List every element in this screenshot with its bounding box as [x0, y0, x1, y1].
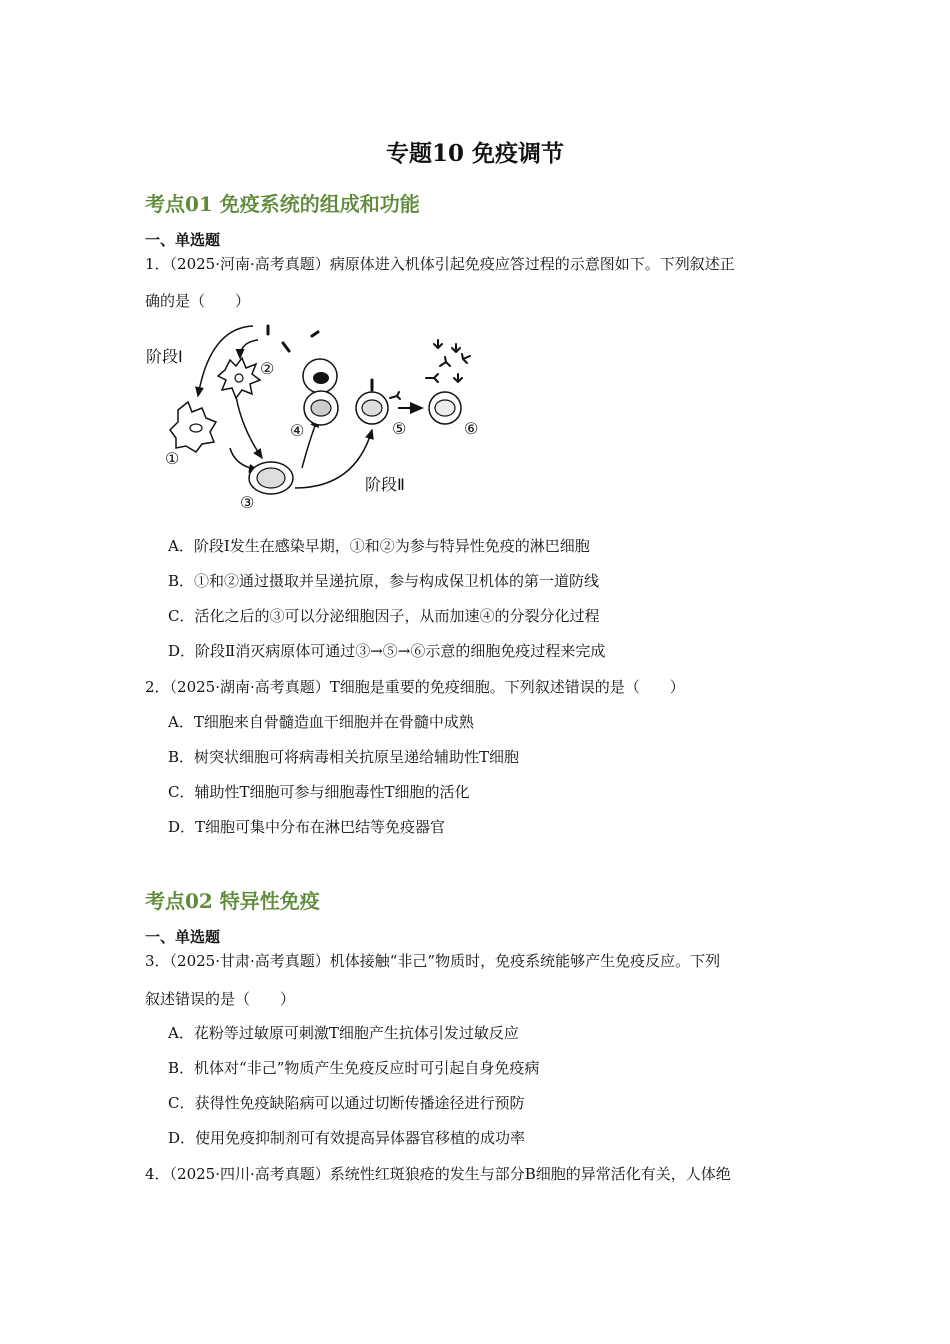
arrow-pathogen-to-2 [240, 340, 258, 358]
question-1-option-b: B．①和②通过摄取并呈递抗原，参与构成保卫机体的第一道防线 [168, 572, 600, 590]
cell-1-macrophage [170, 402, 216, 452]
arrow-1-to-3 [230, 448, 258, 470]
section-heading-2: 考点02 特异性免疫 [145, 889, 320, 913]
immune-response-diagram [140, 318, 500, 513]
page-title: 专题10 免疫调节 [385, 140, 564, 167]
question-3-option-a: A．花粉等过敏原可刺激T细胞产生抗体引发过敏反应 [168, 1024, 519, 1042]
section-subheading-2: 一、单选题 [145, 928, 221, 946]
stage-1-label: 阶段Ⅰ [146, 349, 183, 366]
question-2-stem: 2．（2025·湖南·高考真题）T细胞是重要的免疫细胞。下列叙述错误的是（ ） [145, 678, 685, 696]
question-1-option-a: A．阶段Ⅰ发生在感染早期，①和②为参与特异性免疫的淋巴细胞 [168, 537, 590, 555]
label-4: ④ [290, 421, 305, 440]
stage-2-label: 阶段Ⅱ [365, 477, 405, 494]
question-3-option-d: D．使用免疫抑制剂可有效提高异体器官移植的成功率 [168, 1129, 526, 1147]
question-1-option-c: C．活化之后的③可以分泌细胞因子，从而加速④的分裂分化过程 [168, 607, 600, 625]
label-3: ③ [240, 493, 255, 512]
label-5: ⑤ [392, 419, 407, 438]
question-2-option-c: C．辅助性T细胞可参与细胞毒性T细胞的活化 [168, 783, 470, 801]
pathogen-particles [268, 326, 318, 351]
question-4-stem: 4．（2025·四川·高考真题）系统性红斑狼疮的发生与部分B细胞的异常活化有关，人体绝 [145, 1165, 731, 1183]
question-2-option-b: B．树突状细胞可将病毒相关抗原呈递给辅助性T细胞 [168, 748, 520, 766]
antibodies [390, 340, 470, 399]
question-2-option-d: D．T细胞可集中分布在淋巴结等免疫器官 [168, 818, 446, 836]
arrow-3-to-5 [295, 430, 372, 488]
arrow-2-to-3 [235, 390, 262, 458]
question-3-stem-cont: 叙述错误的是（ ） [145, 990, 296, 1008]
question-1-stem: 1．（2025·河南·高考真题）病原体进入机体引起免疫应答过程的示意图如下。下列叙述正 [145, 255, 735, 273]
arrow-3-to-4 [302, 418, 318, 468]
question-3-option-c: C．获得性免疫缺陷病可以通过切断传播途径进行预防 [168, 1094, 525, 1112]
question-2-option-a: A．T细胞来自骨髓造血干细胞并在骨髓中成熟 [168, 713, 474, 731]
section-subheading-1: 一、单选题 [145, 231, 221, 249]
question-1-option-d: D．阶段Ⅱ消灭病原体可通过③→⑤→⑥示意的细胞免疫过程来完成 [168, 642, 606, 660]
label-2: ② [260, 359, 275, 378]
section-heading-1: 考点01 免疫系统的组成和功能 [145, 192, 420, 216]
question-3-option-b: B．机体对“非己”物质产生免疫反应时可引起自身免疫病 [168, 1059, 540, 1077]
label-1: ① [165, 449, 180, 468]
question-3-stem: 3．（2025·甘肃·高考真题）机体接触“非己”物质时，免疫系统能够产生免疫反应。下列 [145, 952, 721, 970]
question-1-stem-cont: 确的是（ ） [145, 292, 251, 310]
cell-2-dendritic [218, 358, 260, 398]
label-6: ⑥ [464, 419, 479, 438]
